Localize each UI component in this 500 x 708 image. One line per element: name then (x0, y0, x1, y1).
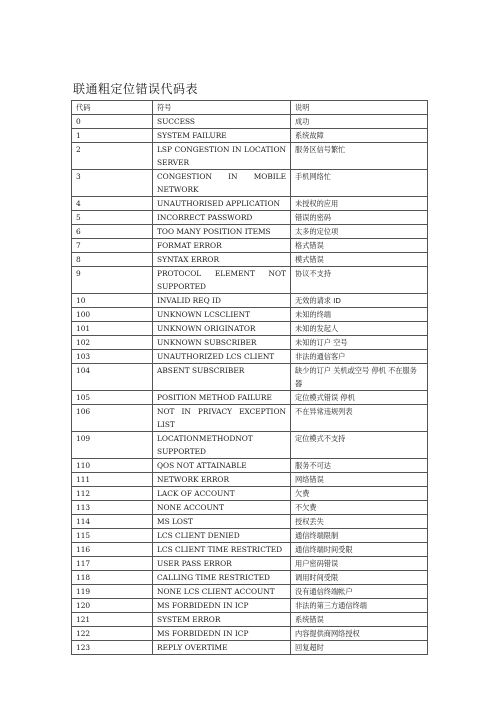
cell-symbol: ABSENT SUBSCRIBER (153, 364, 291, 391)
cell-description: 格式错误 (291, 239, 428, 253)
cell-description: 用户密码错误 (291, 557, 428, 571)
cell-symbol: INVALID REQ ID (153, 294, 291, 308)
cell-symbol: TOO MANY POSITION ITEMS (153, 225, 291, 239)
table-row (72, 501, 428, 515)
table-row (72, 129, 428, 143)
cell-code: 106 (72, 405, 153, 432)
table-row (72, 336, 428, 350)
cell-symbol: SYNTAX ERROR (153, 253, 291, 267)
cell-code: 120 (72, 599, 153, 613)
cell-description: 错误的密码 (291, 211, 428, 225)
cell-symbol: NONE LCS CLIENT ACCOUNT (153, 585, 291, 599)
header-code: 代码 (72, 101, 153, 115)
table-row (72, 364, 428, 391)
cell-symbol: UNKNOWN LCSCLIENT (153, 308, 291, 322)
table-row (72, 253, 428, 267)
cell-code: 115 (72, 529, 153, 543)
table-row (72, 487, 428, 501)
cell-symbol: NETWORK ERROR (153, 473, 291, 487)
cell-description: 系统故障 (291, 129, 428, 143)
cell-code: 9 (72, 267, 153, 294)
cell-symbol: NOT IN PRIVACY EXCEPTION LIST (153, 405, 291, 432)
table-row (72, 627, 428, 641)
cell-symbol: LSP CONGESTION IN LOCATION SERVER (153, 143, 291, 170)
table-row (72, 211, 428, 225)
cell-symbol: LCS CLIENT TIME RESTRICTED (153, 543, 291, 557)
cell-description: 回复超时 (291, 641, 428, 655)
table-body (72, 115, 428, 655)
cell-description: 未知的终端 (291, 308, 428, 322)
table-row (72, 170, 428, 197)
cell-code: 118 (72, 571, 153, 585)
cell-description: 成功 (291, 115, 428, 129)
cell-description: 没有通信终端帐户 (291, 585, 428, 599)
cell-description: 不在异常违规列表 (291, 405, 428, 432)
cell-symbol: USER PASS ERROR (153, 557, 291, 571)
cell-symbol: UNKNOWN SUBSCRIBER (153, 336, 291, 350)
cell-description: 非法的第三方通信终端 (291, 599, 428, 613)
error-code-table (71, 100, 428, 655)
cell-description: 手机网络忙 (291, 170, 428, 197)
cell-description: 欠费 (291, 487, 428, 501)
table-row (72, 308, 428, 322)
cell-code: 104 (72, 364, 153, 391)
cell-code: 109 (72, 432, 153, 459)
cell-symbol: MS LOST (153, 515, 291, 529)
cell-description: 协议不支持 (291, 267, 428, 294)
cell-description: 无效的请求 ID (291, 294, 428, 308)
cell-description: 太多的定位项 (291, 225, 428, 239)
table-row (72, 529, 428, 543)
cell-symbol: SYSTEM ERROR (153, 613, 291, 627)
header-description: 说明 (291, 101, 428, 115)
table-row (72, 350, 428, 364)
table-row (72, 571, 428, 585)
table-row (72, 543, 428, 557)
cell-code: 123 (72, 641, 153, 655)
table-row (72, 267, 428, 294)
table-row (72, 599, 428, 613)
cell-symbol: UNAUTHORIZED LCS CLIENT (153, 350, 291, 364)
cell-symbol: LCS CLIENT DENIED (153, 529, 291, 543)
table-row (72, 391, 428, 405)
cell-description: 定位模式不支持 (291, 432, 428, 459)
cell-code: 110 (72, 459, 153, 473)
table-row (72, 432, 428, 459)
cell-code: 0 (72, 115, 153, 129)
cell-symbol: MS FORBIDEDN IN ICP (153, 627, 291, 641)
cell-description: 系统错误 (291, 613, 428, 627)
cell-code: 8 (72, 253, 153, 267)
cell-code: 105 (72, 391, 153, 405)
cell-code: 117 (72, 557, 153, 571)
cell-code: 121 (72, 613, 153, 627)
header-symbol: 符号 (153, 101, 291, 115)
cell-symbol: FORMAT ERROR (153, 239, 291, 253)
table-header-row (72, 101, 428, 115)
cell-description: 通信终端时间受限 (291, 543, 428, 557)
cell-code: 103 (72, 350, 153, 364)
cell-code: 6 (72, 225, 153, 239)
cell-symbol: CONGESTION IN MOBILE NETWORK (153, 170, 291, 197)
table-row (72, 405, 428, 432)
cell-code: 102 (72, 336, 153, 350)
table-row (72, 557, 428, 571)
table-row (72, 641, 428, 655)
cell-symbol: UNAUTHORISED APPLICATION (153, 197, 291, 211)
cell-code: 3 (72, 170, 153, 197)
cell-code: 114 (72, 515, 153, 529)
table-row (72, 613, 428, 627)
table-row (72, 197, 428, 211)
cell-code: 4 (72, 197, 153, 211)
cell-symbol: NONE ACCOUNT (153, 501, 291, 515)
cell-description: 网络错误 (291, 473, 428, 487)
cell-symbol: LOCATIONMETHODNOT SUPPORTED (153, 432, 291, 459)
cell-code: 5 (72, 211, 153, 225)
cell-code: 113 (72, 501, 153, 515)
cell-code: 7 (72, 239, 153, 253)
cell-code: 100 (72, 308, 153, 322)
cell-description: 非法的通信客户 (291, 350, 428, 364)
cell-symbol: REPLY OVERTIME (153, 641, 291, 655)
cell-symbol: MS FORBIDEDN IN ICP (153, 599, 291, 613)
cell-description: 内容提供商网络授权 (291, 627, 428, 641)
cell-description: 服务不可达 (291, 459, 428, 473)
cell-symbol: QOS NOT ATTAINABLE (153, 459, 291, 473)
cell-code: 101 (72, 322, 153, 336)
cell-description: 未授权的应用 (291, 197, 428, 211)
cell-description: 未知的订户 空号 (291, 336, 428, 350)
cell-code: 10 (72, 294, 153, 308)
table-row (72, 322, 428, 336)
cell-code: 119 (72, 585, 153, 599)
table-row (72, 294, 428, 308)
cell-symbol: CALLING TIME RESTRICTED (153, 571, 291, 585)
table-row (72, 225, 428, 239)
table-row (72, 585, 428, 599)
cell-code: 111 (72, 473, 153, 487)
page-title: 联通粗定位错误代码表 (73, 82, 199, 96)
cell-description: 未知的发起人 (291, 322, 428, 336)
cell-description: 通信终端限制 (291, 529, 428, 543)
table-row (72, 115, 428, 129)
cell-code: 1 (72, 129, 153, 143)
cell-code: 2 (72, 143, 153, 170)
cell-description: 调用时间受限 (291, 571, 428, 585)
cell-symbol: LACK OF ACCOUNT (153, 487, 291, 501)
cell-description: 授权丢失 (291, 515, 428, 529)
cell-code: 112 (72, 487, 153, 501)
cell-symbol: INCORRECT PASSWORD (153, 211, 291, 225)
cell-description: 模式错误 (291, 253, 428, 267)
cell-symbol: SUCCESS (153, 115, 291, 129)
cell-description: 不欠费 (291, 501, 428, 515)
table-row (72, 459, 428, 473)
table-row (72, 239, 428, 253)
cell-symbol: UNKNOWN ORIGINATOR (153, 322, 291, 336)
cell-symbol: PROTOCOL ELEMENT NOT SUPPORTED (153, 267, 291, 294)
table-row (72, 143, 428, 170)
cell-code: 116 (72, 543, 153, 557)
cell-description: 缺少的订户 关机或空号 停机 不在服务器 (291, 364, 428, 391)
cell-code: 122 (72, 627, 153, 641)
cell-symbol: POSITION METHOD FAILURE (153, 391, 291, 405)
table-row (72, 515, 428, 529)
cell-description: 服务区信号繁忙 (291, 143, 428, 170)
table-row (72, 473, 428, 487)
cell-description: 定位模式错误 停机 (291, 391, 428, 405)
cell-symbol: SYSTEM FAILURE (153, 129, 291, 143)
